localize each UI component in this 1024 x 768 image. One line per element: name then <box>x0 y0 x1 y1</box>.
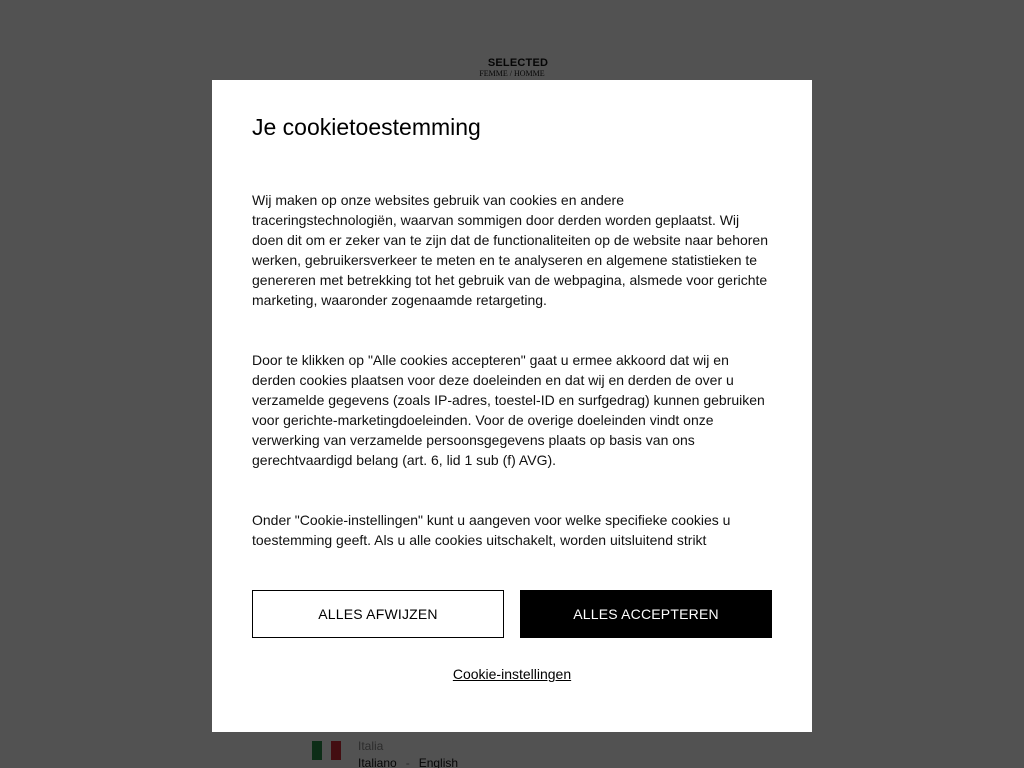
cookie-settings-link[interactable]: Cookie-instellingen <box>452 666 572 682</box>
consent-paragraph-1: Wij maken op onze websites gebruik van cookies en andere traceringstechnologiën, waarvan sommigen door derden worden geplaatst. Wij doen dit om er zeker van te zijn dat de functionaliteiten op de website naar behoren werken, gebruikersverkeer te meten en te analyseren en algemene statistieken te genereren met betrekking tot het gebruik van de webpagina, alsmede voor gerichte marketing, waaronder zogenaamde retargeting. <box>252 192 768 308</box>
consent-paragraph-2: Door te klikken op "Alle cookies accepteren" gaat u ermee akkoord dat wij en derden cookies plaatsen voor deze doeleinden en dat wij en derden de over u verzamelde gegevens (zoals IP-adres, toestel-ID en surfgedrag) kunnen gebruiken voor gerichte-marketingdoeleinden. Voor de overige doeleinden vindt onze verwerking van verzamelde persoonsgegevens plaats op basis van ons gerechtvaardigd belang (art. 6, lid 1 sub (f) AVG). <box>252 352 765 468</box>
cookie-consent-dialog <box>212 80 812 732</box>
dialog-body[interactable] <box>252 190 772 552</box>
dialog-title: Je cookietoestemming <box>252 114 481 140</box>
accept-all-button[interactable]: ALLES ACCEPTEREN <box>520 590 772 638</box>
reject-all-button[interactable]: ALLES AFWIJZEN <box>252 590 504 638</box>
consent-paragraph-3: Onder "Cookie-instellingen" kunt u aangeven voor welke specifieke cookies u toestemming geeft. Als u alle cookies uitschakelt, worden uitsluitend strikt <box>252 512 731 548</box>
